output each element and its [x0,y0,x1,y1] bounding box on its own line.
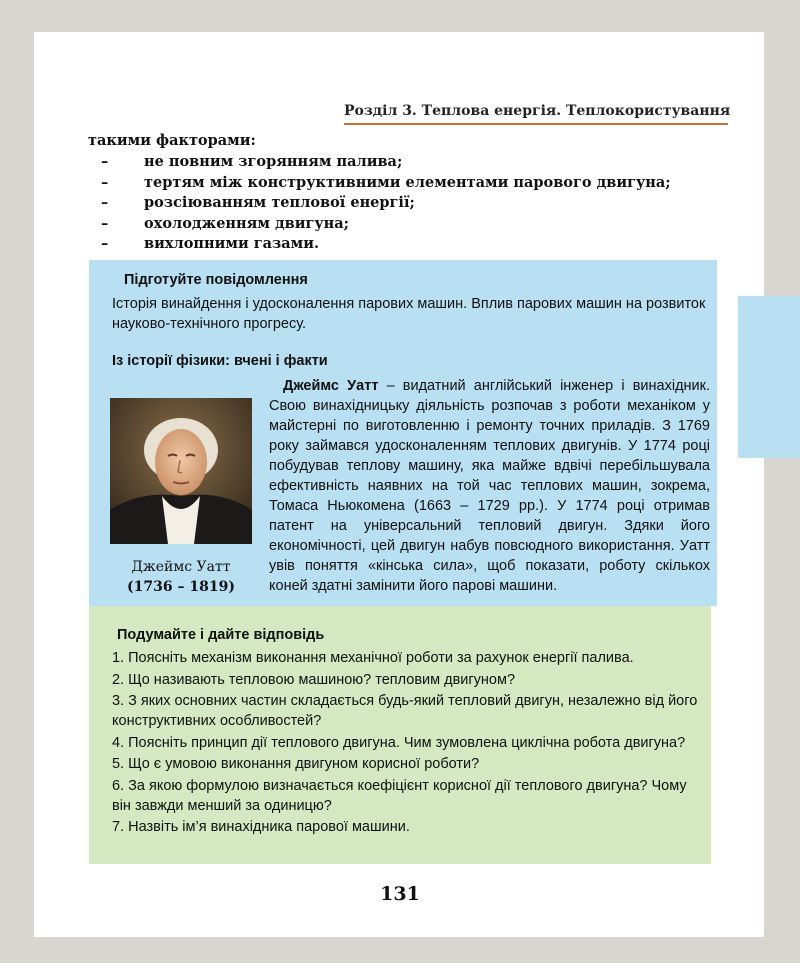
chapter-header: Розділ 3. Теплова енергія. Теплокористування [344,103,731,119]
intro-text: такими факторами: [88,132,256,149]
report-text: Історія винайдення і удосконалення парових машин. Вплив парових машин на розвиток науково-технічного прогресу. [112,296,706,332]
report-title: Підготуйте повідомлення [124,272,308,288]
watt-name: Джеймс Уатт [283,378,379,394]
factors-list [101,152,671,255]
list-item: 5. Що є умовою виконання двигуном корисної роботи? [112,756,480,772]
quiz-title: Подумайте і дайте відповідь [117,627,325,643]
list-item: 7. Назвіть ім’я винахідника парової машини. [112,819,410,835]
list-item: – не повним згорянням палива; [101,153,403,170]
history-title: Із історії фізики: вчені і факти [112,353,328,369]
watt-biography [269,376,710,596]
list-item: 2. Що називають тепловою машиною? тепловим двигуном? [112,671,516,688]
james-watt-portrait [110,398,252,544]
list-item: 1. Поясніть механізм виконання механічної роботи за рахунок енергії палива. [112,650,634,666]
list-item: 3. З яких основних частин складається будь-який тепловий двигун, незалежно від його конструктивних особливостей? [112,693,698,729]
list-item: – вихлопними газами. [101,235,320,252]
page-number: 131 [380,883,420,905]
side-tab [738,296,800,458]
list-item: – тертям між конструктивними елементами парового двигуна; [101,173,671,191]
caption-name: Джеймс Уатт [131,559,231,575]
portrait-caption [110,557,252,597]
list-item: 4. Поясніть принцип дії теплового двигуна. Чим зумовлена циклічна робота двигуна? [112,734,686,751]
list-item: – охолодженням двигуна; [101,214,350,232]
header-divider [344,123,728,125]
question-list [112,648,702,839]
watt-text: – видатний англійський інженер і винахідник. Свою винахідницьку діяльність розпочав з роботи механіком у майстерні по виготовленню і ремонту точних приладів. З 1769 року займався удосконаленням теплових двигунів. У 1774 році побудував теплову машину, яка майже вдвічі перебільшувала ефективність наявних на той час теплових машин, зокрема, Томаса Ньюкомена (1663 – 1729 рр.). У 1774 році отримав патент на універсальний тепловий двигун. Здяки його економічності, цей двигун набув повсюдного використання. Уатт увів поняття «кінська сила», щоб показати, роботу скількох коней здатні замінити його парові машини. [269,378,711,594]
list-item: – розсіюванням теплової енергії; [101,194,415,211]
list-item: 6. За якою формулою визначається коефіцієнт корисної дії теплового двигуна? Чому він завжди менший за одиницю? [112,777,687,814]
caption-years: (1736 – 1819) [127,579,235,595]
